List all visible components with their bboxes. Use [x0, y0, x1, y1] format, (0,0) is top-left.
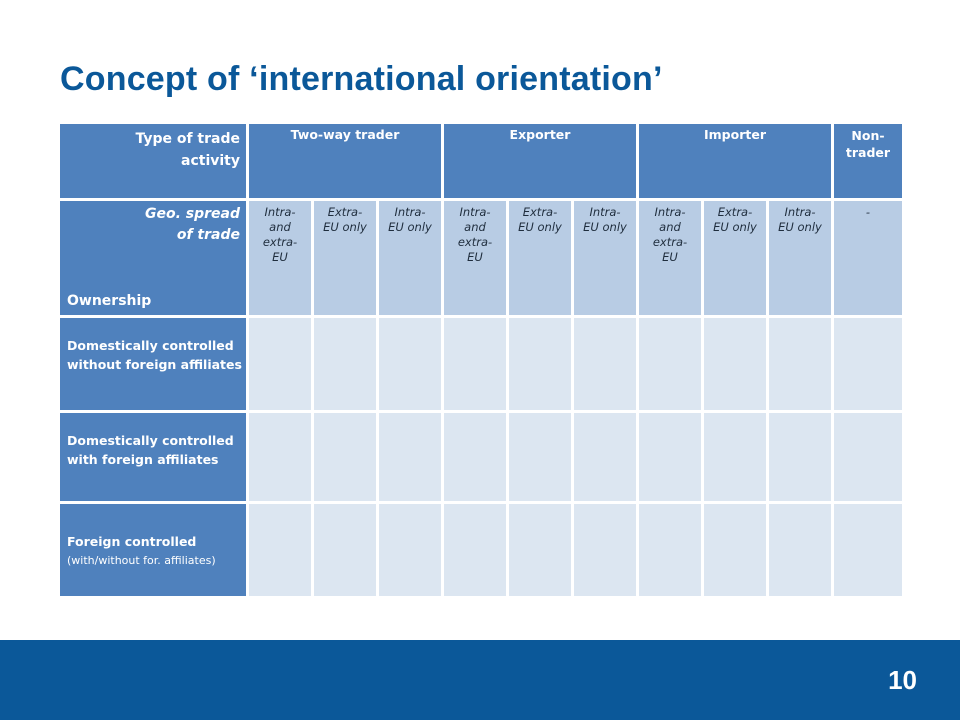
table-cell [379, 413, 441, 501]
table-cell [379, 318, 441, 410]
table-cell [249, 318, 311, 410]
subheader-cell: Extra- EU only [704, 201, 766, 315]
subheader-cell: Intra- EU only [769, 201, 831, 315]
table-cell [834, 504, 902, 596]
table-row [60, 413, 902, 501]
table-cell [509, 318, 571, 410]
table-cell [639, 413, 701, 501]
group-header-two-way-trader: Two-way trader [249, 124, 441, 198]
table-cell [704, 318, 766, 410]
table-cell [574, 318, 636, 410]
trade-activity-header [60, 124, 246, 198]
table-cell [769, 413, 831, 501]
page-number: 10 [888, 665, 917, 695]
row-label-foreign-controlled [60, 504, 246, 596]
subheader-cell: Intra- and extra- EU [249, 201, 311, 315]
trade-activity-label-line2: activity [181, 153, 240, 169]
table-cell [444, 504, 506, 596]
table-cell [249, 504, 311, 596]
table-cell [769, 504, 831, 596]
subheader-cell: Extra- EU only [509, 201, 571, 315]
group-header-importer: Importer [639, 124, 831, 198]
table-cell [314, 413, 376, 501]
row-label-note: (with/without for. affiliates) [67, 554, 216, 567]
table-row [60, 318, 902, 410]
table-cell [509, 504, 571, 596]
table-cell [769, 318, 831, 410]
subheader-cell: Intra- EU only [574, 201, 636, 315]
geo-spread-label-line1: Geo. spread [144, 206, 240, 222]
row-label-text: Domestically controlled with foreign affiliates [67, 433, 234, 467]
table-cell [639, 318, 701, 410]
table-cell [704, 504, 766, 596]
subheader-cell: - [834, 201, 902, 315]
subheader-cell: Intra- and extra- EU [639, 201, 701, 315]
row-label-text: Foreign controlled [67, 534, 197, 549]
geo-spread-label-line2: of trade [176, 227, 240, 243]
group-header-non-trader: Non- trader [834, 124, 902, 198]
subheader-cell: Extra- EU only [314, 201, 376, 315]
row-label-domestic-with-affiliates [60, 413, 246, 501]
subheader-cell: Intra- and extra- EU [444, 201, 506, 315]
table-cell [379, 504, 441, 596]
footer-bar [0, 640, 960, 720]
table-row [60, 504, 902, 596]
geo-ownership-header [60, 201, 246, 315]
subheader-cell: Intra- EU only [379, 201, 441, 315]
table-cell [444, 413, 506, 501]
table-cell [314, 504, 376, 596]
table-cell [574, 413, 636, 501]
table-cell [314, 318, 376, 410]
ownership-label: Ownership [67, 293, 152, 309]
group-header-exporter: Exporter [444, 124, 636, 198]
table-cell [834, 318, 902, 410]
table-cell [509, 413, 571, 501]
slide-title: Concept of ‘international orientation’ [60, 60, 663, 98]
row-label-domestic-without-affiliates [60, 318, 246, 410]
table-cell [574, 504, 636, 596]
trade-activity-label-line1: Type of trade [135, 131, 240, 147]
table-cell [249, 413, 311, 501]
table-cell [639, 504, 701, 596]
table-cell [834, 413, 902, 501]
orientation-table [57, 121, 905, 599]
table-cell [444, 318, 506, 410]
table-cell [704, 413, 766, 501]
row-label-text: Domestically controlled without foreign affiliates [67, 338, 242, 372]
